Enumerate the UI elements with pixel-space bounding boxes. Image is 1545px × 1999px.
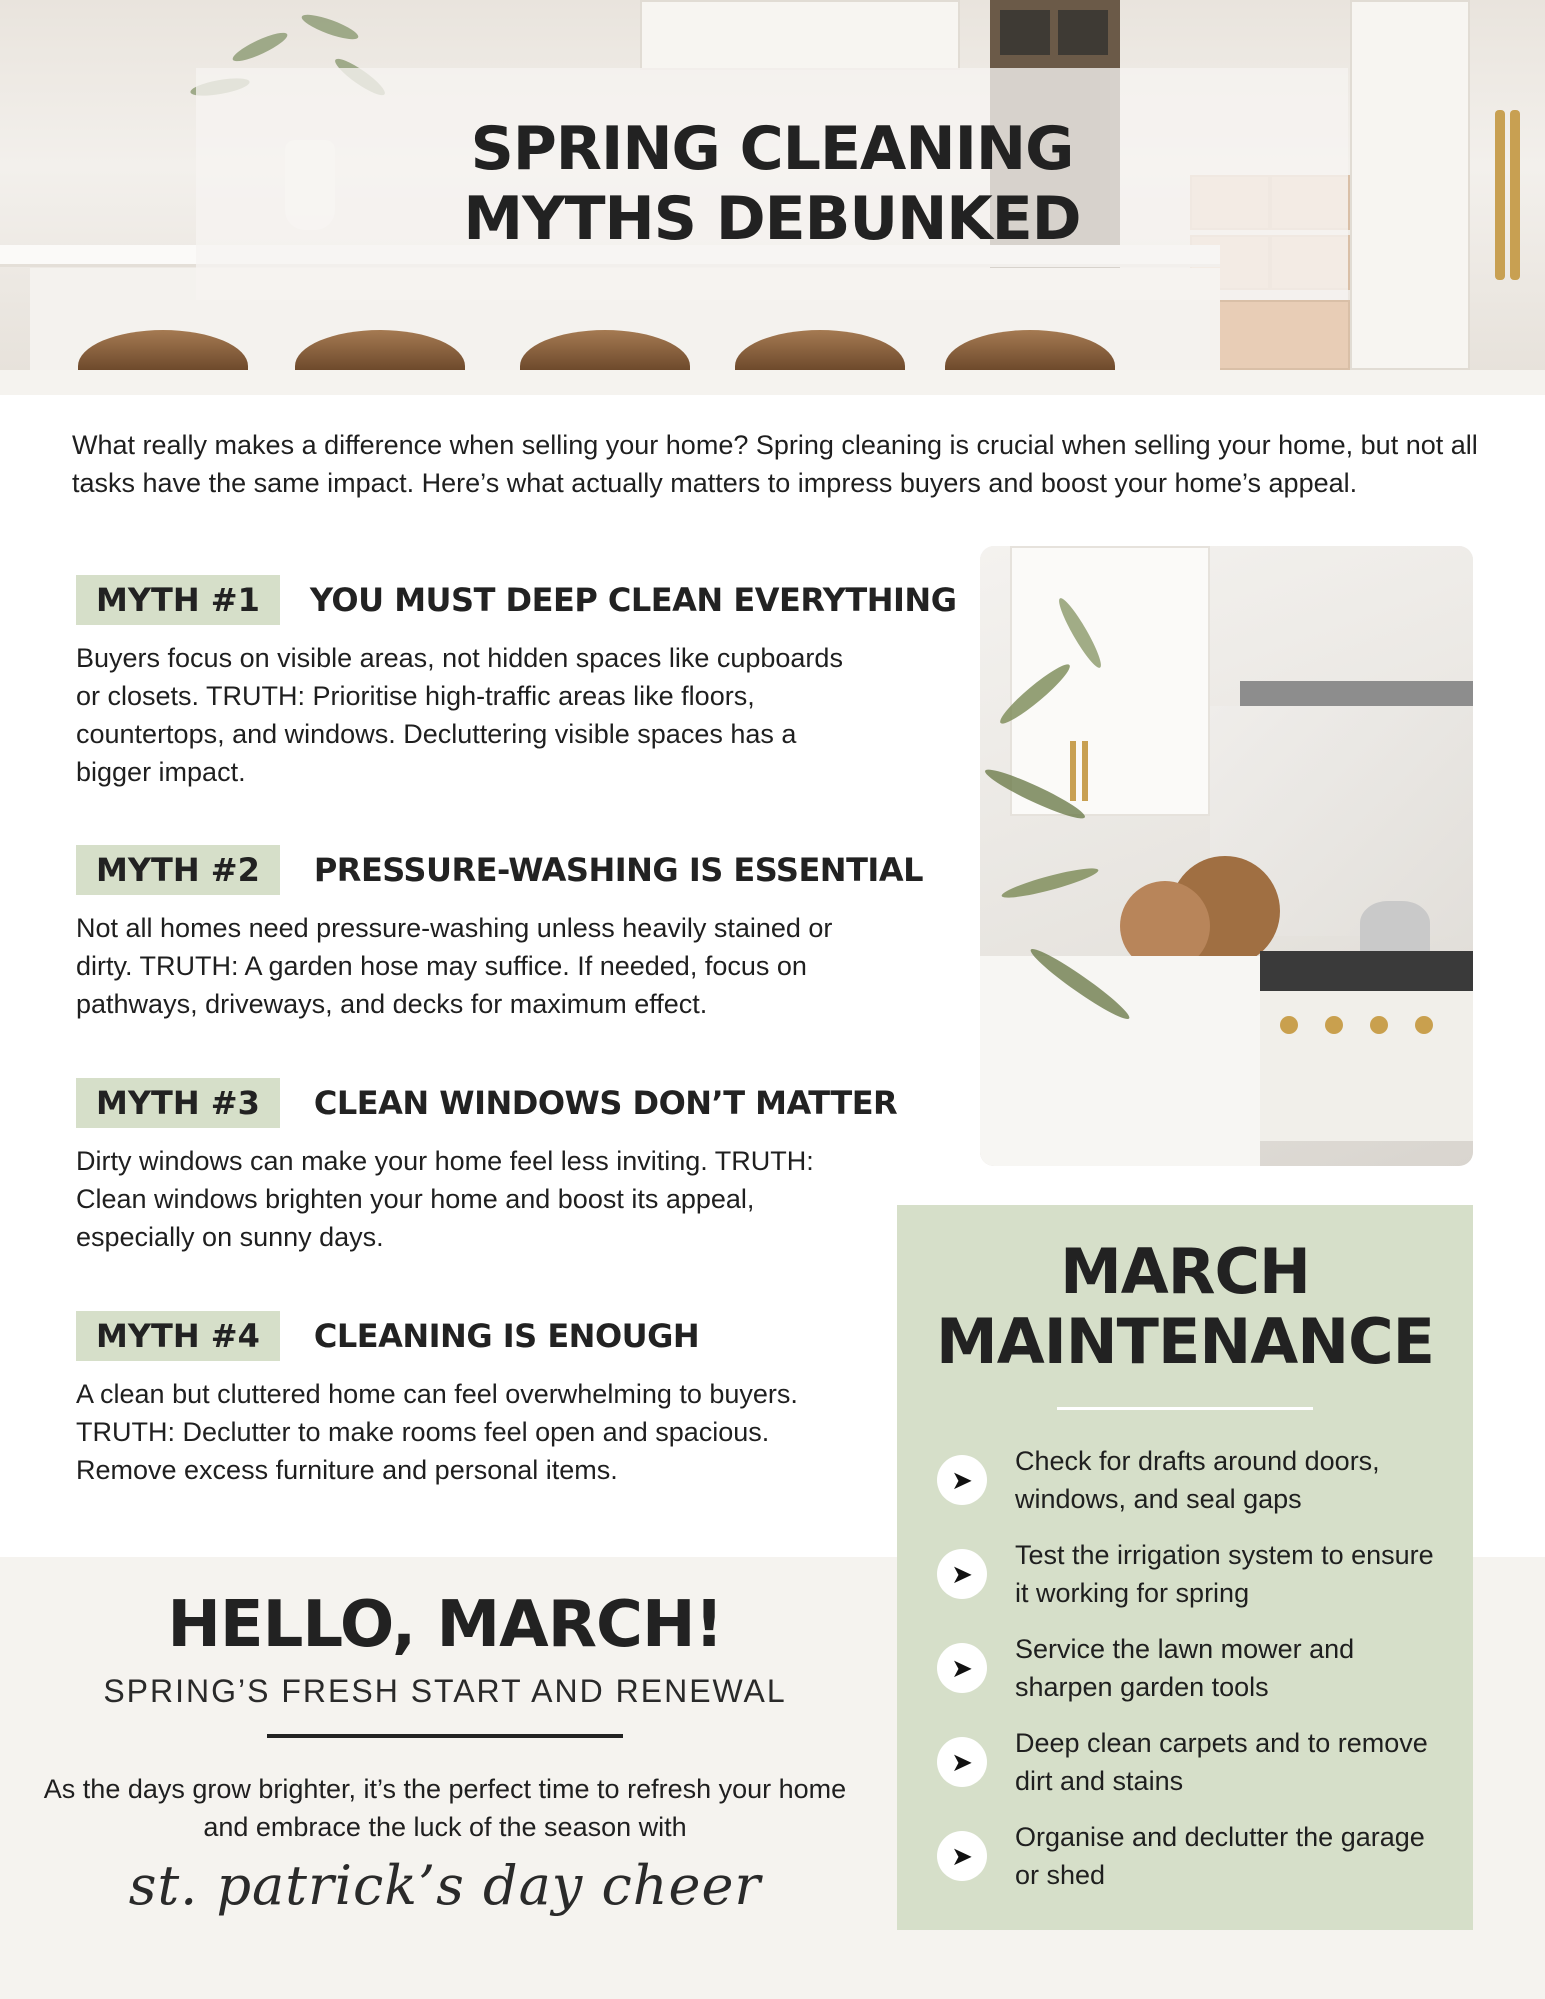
maintenance-list xyxy=(937,1433,1437,1903)
list-item xyxy=(937,1433,1437,1527)
myth-body: Dirty windows can make your home feel less inviting. TRUTH: Clean windows brighten your home and boost its appeal, especially on sunny days. xyxy=(76,1146,814,1252)
hello-march-section xyxy=(40,1585,850,1917)
myth-section-2 xyxy=(76,845,936,1023)
maintenance-title-line1: MARCH xyxy=(1060,1235,1310,1308)
arrow-right-icon: ➤ xyxy=(937,1737,987,1787)
myth-tag: MYTH #3 xyxy=(76,1078,280,1128)
list-item xyxy=(937,1621,1437,1715)
march-maintenance-panel xyxy=(897,1205,1473,1930)
myth-title: YOU MUST DEEP CLEAN EVERYTHING xyxy=(309,581,957,619)
maintenance-item-text: Deep clean carpets and to remove dirt and stains xyxy=(1015,1728,1428,1796)
maintenance-item-text: Service the lawn mower and sharpen garden tools xyxy=(1015,1634,1355,1702)
myth-tag: MYTH #2 xyxy=(76,845,280,895)
hello-subtitle: SPRING’S FRESH START AND RENEWAL xyxy=(103,1673,787,1709)
arrow-right-icon: ➤ xyxy=(937,1549,987,1599)
maintenance-title xyxy=(897,1237,1473,1377)
myth-section-1 xyxy=(76,575,957,791)
myth-body: A clean but cluttered home can feel overwhelming to buyers. TRUTH: Declutter to make rooms feel open and spacious. Remove excess furniture and personal items. xyxy=(76,1379,798,1485)
myth-tag: MYTH #1 xyxy=(76,575,280,625)
arrow-right-icon: ➤ xyxy=(937,1643,987,1693)
maintenance-title-line2: MAINTENANCE xyxy=(936,1305,1434,1378)
list-item xyxy=(937,1809,1437,1903)
hello-title: HELLO, MARCH! xyxy=(167,1588,723,1662)
myth-tag: MYTH #4 xyxy=(76,1311,280,1361)
hero-divider-band xyxy=(0,370,1545,395)
list-item xyxy=(937,1715,1437,1809)
myth-body: Buyers focus on visible areas, not hidden spaces like cupboards or closets. TRUTH: Prioritise high-traffic areas like floors, countertops, and windows. Decluttering visible spaces has a bigger impact. xyxy=(76,643,843,787)
arrow-right-icon: ➤ xyxy=(937,1831,987,1881)
page-title-line2: MYTHS DEBUNKED xyxy=(463,184,1081,254)
hello-script-text: st. patrick’s day cheer xyxy=(128,1854,762,1917)
maintenance-divider xyxy=(1057,1407,1313,1410)
myth-body: Not all homes need pressure-washing unless heavily stained or dirty. TRUTH: A garden hose may suffice. If needed, focus on pathways, driveways, and decks for maximum effect. xyxy=(76,913,833,1019)
page-title xyxy=(463,114,1080,254)
maintenance-item-text: Test the irrigation system to ensure it working for spring xyxy=(1015,1540,1434,1608)
myth-title: CLEAN WINDOWS DON’T MATTER xyxy=(313,1084,898,1122)
title-overlay xyxy=(196,68,1348,300)
hello-body: As the days grow brighter, it’s the perfect time to refresh your home and embrace the luck of the season with xyxy=(43,1774,847,1842)
maintenance-item-text: Organise and declutter the garage or shed xyxy=(1015,1822,1425,1890)
myth-title: PRESSURE-WASHING IS ESSENTIAL xyxy=(313,851,923,889)
arrow-right-icon: ➤ xyxy=(937,1455,987,1505)
intro-paragraph: What really makes a difference when selling your home? Spring cleaning is crucial when selling your home, but not all tasks have the same impact. Here’s what actually matters to impress buyers and boost your home’s appeal. xyxy=(72,430,1478,498)
hello-divider xyxy=(267,1734,623,1738)
myth-section-4 xyxy=(76,1311,936,1489)
myth-section-3 xyxy=(76,1078,936,1256)
page-title-line1: SPRING CLEANING xyxy=(470,114,1074,184)
maintenance-item-text: Check for drafts around doors, windows, and seal gaps xyxy=(1015,1446,1380,1514)
myth-title: CLEANING IS ENOUGH xyxy=(313,1317,700,1355)
list-item xyxy=(937,1527,1437,1621)
kitchen-photo xyxy=(980,546,1473,1166)
